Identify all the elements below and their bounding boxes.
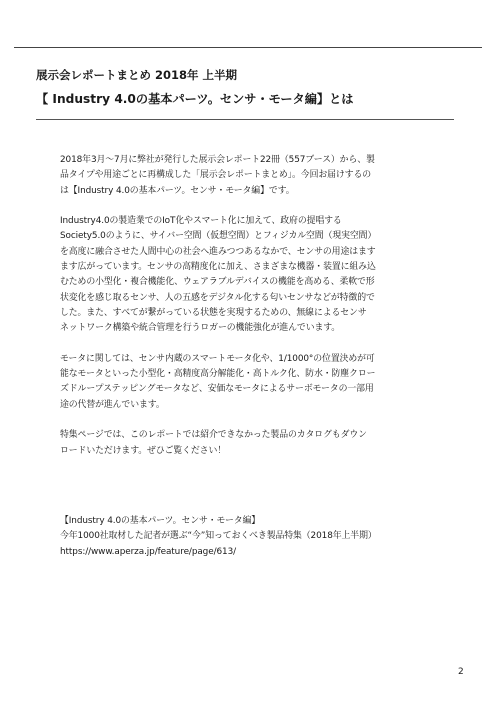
page-number: 2 [458, 667, 464, 677]
paragraph-sensors: Industry4.0の製造業でのIoT化やスマート化に加えて、政府の提唱する Society5.0のように、サイバー空間（仮想空間）とフィジカル空間（現実空間） を高度に融合させた人間中心の社会へ進みつつあるなかで、センサの用途はます ます広がっています。センサの高精度化に加え、さまざまな機器・装置に組み込 むための小型化・複合機能化、ウェアラブルデバイスの機能を高める、柔軟で形 状変化を感じ取るセンサ、人の五感をデジタル化する匂いセンサなどが特徴的で した。また、すべてが繋がっている状態を実現するための、無線によるセンサ ネットワーク構築や統合管理を行うロガーの機能強化が進んでいます。 [60, 216, 377, 334]
paragraph-motors: モータに関しては、センサ内蔵のスマートモータ化や、1/1000°の位置決めが可 能なモータといった小型化・高精度高分解能化・高トルク化、防水・防塵クロー ズドループステッピングモータなど、安価なモータによるサーボモータの一部用 途の代替が進んでいます。 [60, 353, 376, 410]
body-text [60, 153, 444, 474]
paragraph-feature: 特集ページでは、このレポートでは紹介できなかった製品のカタログもダウン ロードいただけます。ぜひご覧ください！ [60, 430, 367, 456]
feature-url-link[interactable]: https://www.aperza.jp/feature/page/613/ [60, 546, 236, 557]
feature-subtitle: 今年1000社取材した記者が選ぶ“今”知っておくべき製品特集（2018年上半期） [60, 531, 377, 542]
feature-title: 【Industry 4.0の基本パーツ。センサ・モータ編】 [60, 516, 261, 526]
page-title-line-1: 展示会レポートまとめ 2018年 上半期 [36, 68, 238, 82]
title-divider [36, 119, 454, 120]
feature-link-block [60, 514, 444, 560]
top-divider [14, 47, 482, 48]
paragraph-intro: 2018年3月〜7月に弊社が発行した展示会レポート22冊（557ブース）から、製 品タイプや用途ごとに再構成した「展示会レポートまとめ」。今回お届けするの は【Industry 4.0の基本パーツ。センサ・モータ編】です。 [60, 155, 375, 196]
page-title-line-2: 【 Industry 4.0の基本パーツ。センサ・モータ編】とは [36, 92, 354, 106]
